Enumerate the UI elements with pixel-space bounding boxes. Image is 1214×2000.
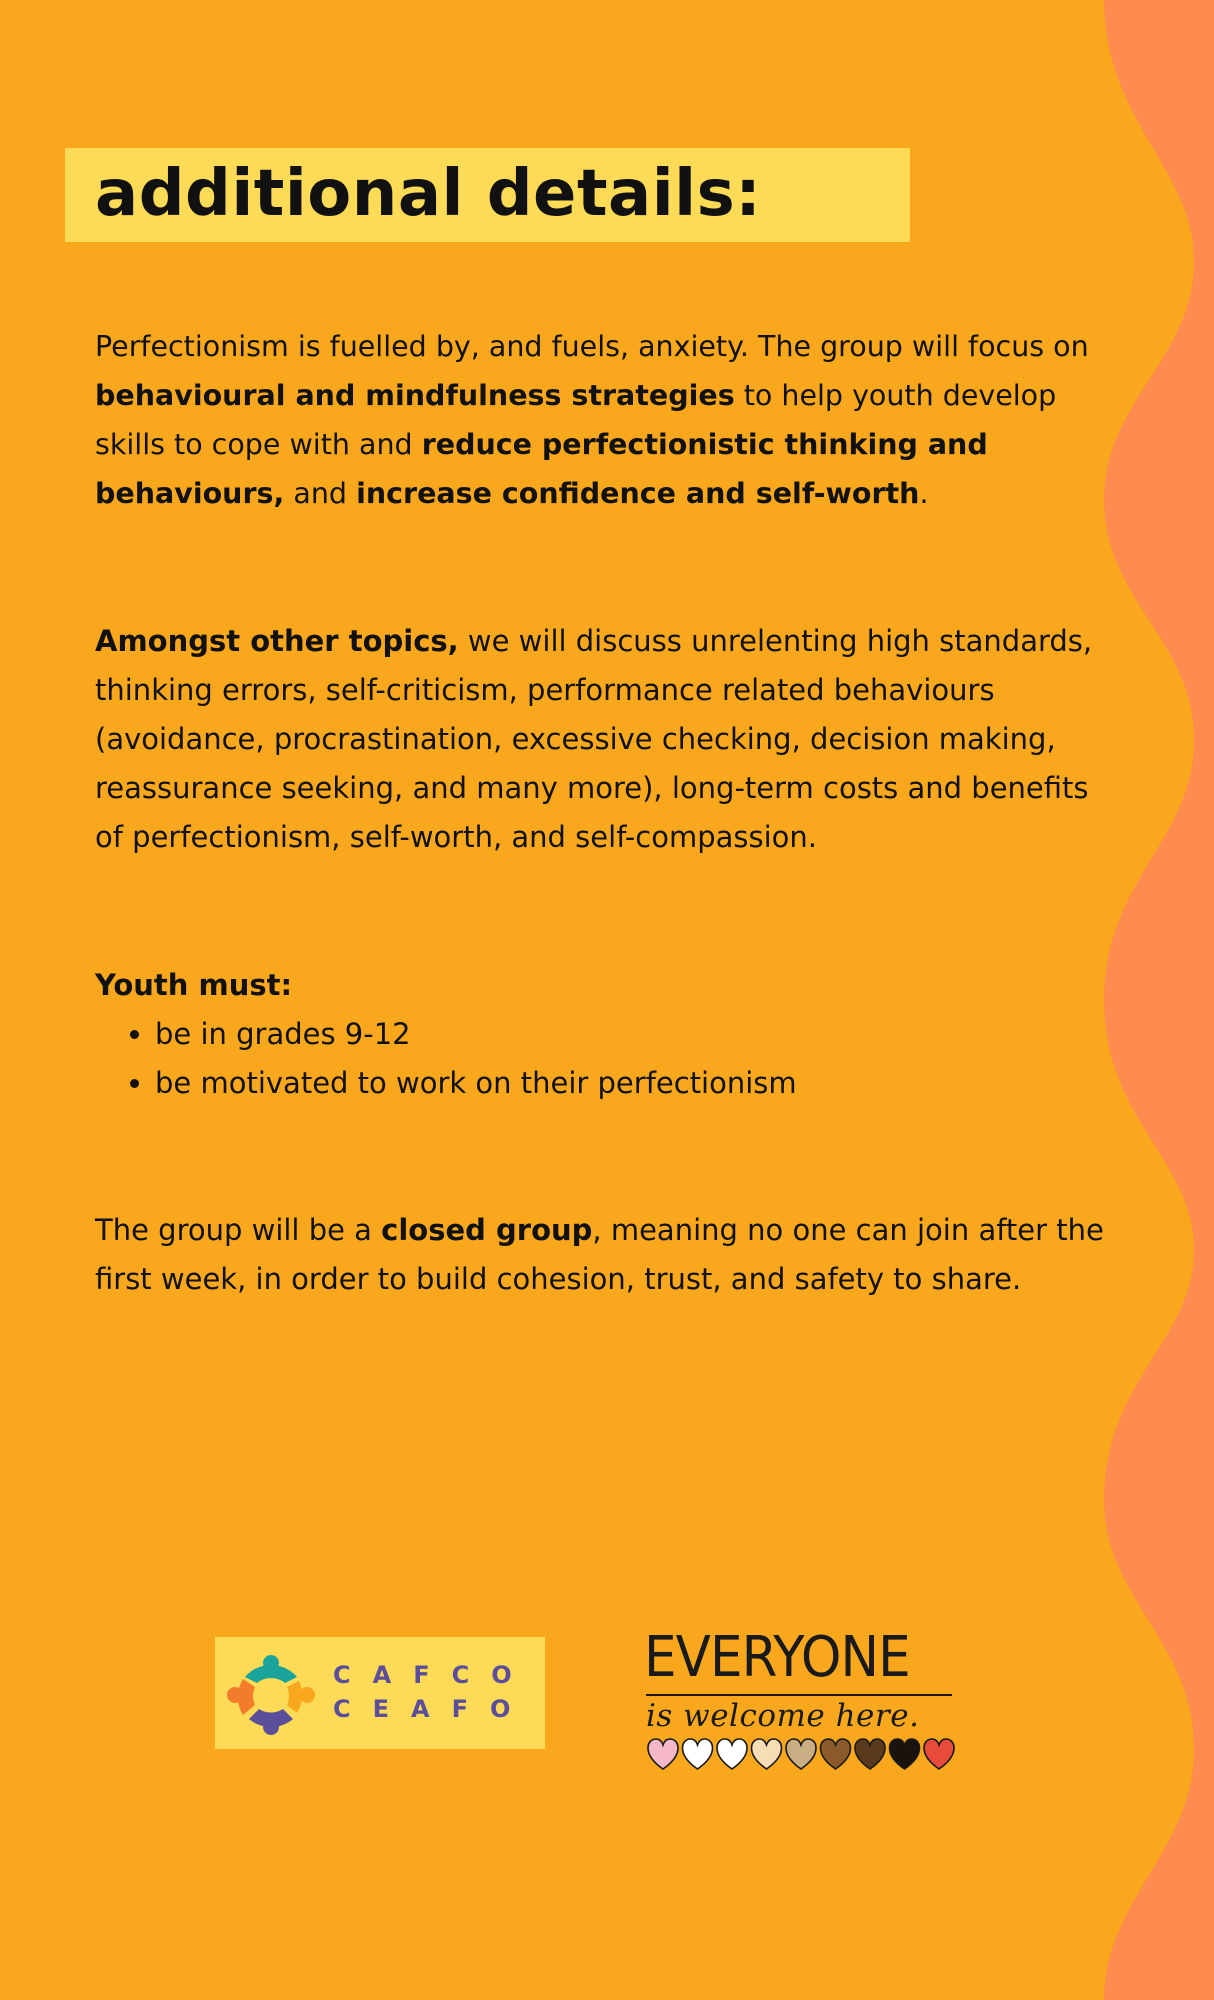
list-item: • be motivated to work on their perfectionism — [155, 1059, 1125, 1108]
intro-text-4: . — [919, 477, 929, 510]
requirements-heading: Youth must: — [95, 968, 293, 1002]
heart-icon — [683, 1739, 713, 1769]
cafco-logo — [215, 1637, 545, 1749]
title-banner — [65, 148, 910, 242]
heart-icon — [855, 1739, 885, 1769]
intro-bold-1: behavioural and mindfulness strategies — [95, 379, 735, 412]
requirements-section — [95, 961, 1125, 1108]
hearts-row-icon — [644, 1738, 964, 1774]
requirements-list — [95, 1010, 1125, 1108]
welcome-subline: is welcome here. — [646, 1698, 920, 1734]
heart-icon — [752, 1739, 782, 1769]
heart-icon — [717, 1739, 747, 1769]
intro-text-1: Perfectionism is fuelled by, and fuels, anxiety. The group will focus on — [95, 330, 1089, 363]
topics-bold: Amongst other topics, — [95, 624, 459, 658]
topics-text: we will discuss unrelenting high standards, thinking errors, self-criticism, performance related behaviours (avoidance, procrastination, excessive checking, decision making, reassurance seeking, and many more), long-term costs and benefits of perfectionism, self-worth, and self-compassion. — [95, 624, 1093, 854]
heart-icon — [821, 1739, 851, 1769]
closed-text-2: , meaning no one can join after the first week, in order to build cohesion, trust, and safety to share. — [95, 1213, 1104, 1296]
heart-icon — [786, 1739, 816, 1769]
heart-icon — [648, 1739, 678, 1769]
closed-bold: closed group — [381, 1213, 593, 1247]
cafco-name-en: CAFCO — [333, 1661, 534, 1689]
intro-text-3: and — [284, 477, 357, 510]
paragraph-closed-group — [95, 1206, 1125, 1304]
page-title: additional details: — [95, 157, 762, 231]
heart-icon — [890, 1739, 920, 1769]
cafco-name-fr: CEAFO — [333, 1695, 533, 1723]
paragraph-topics — [95, 617, 1125, 862]
list-item: • be in grades 9-12 — [155, 1010, 1125, 1059]
welcome-headline: EVERYONE — [644, 1625, 910, 1690]
closed-text-1: The group will be a — [95, 1213, 382, 1247]
paragraph-intro — [95, 322, 1125, 518]
people-circle-logo-icon — [225, 1647, 317, 1739]
intro-bold-3: increase confidence and self-worth — [356, 477, 920, 510]
heart-icon — [924, 1739, 954, 1769]
everyone-welcome-logo — [640, 1622, 970, 1772]
intro-bold-2: reduce perfectionistic thinking and behaviours, — [95, 428, 988, 510]
intro-text-2: to help youth develop skills to cope with and — [95, 379, 1057, 461]
